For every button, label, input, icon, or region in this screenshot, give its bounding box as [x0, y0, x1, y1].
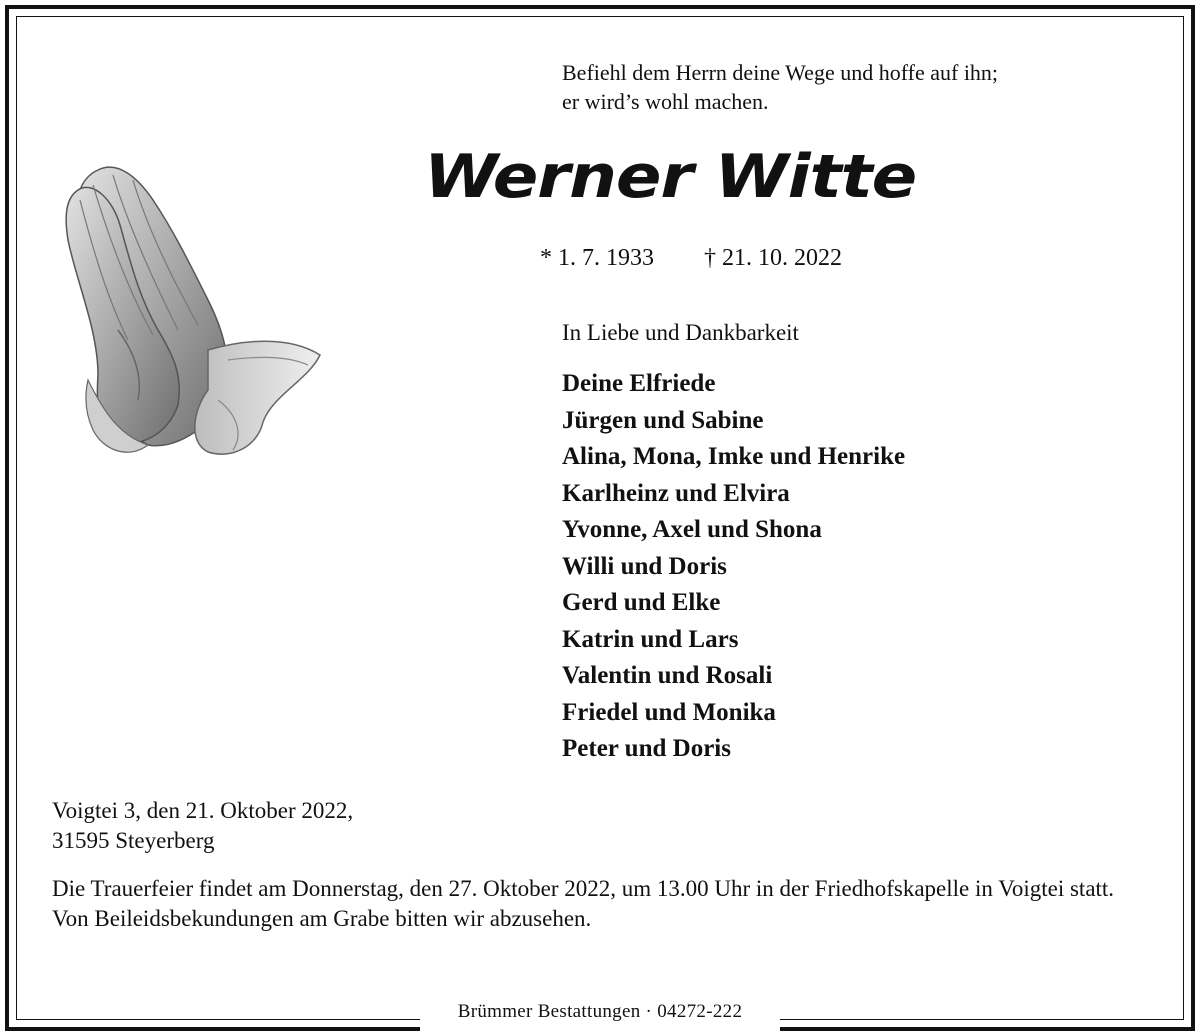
dedication: In Liebe und Dankbarkeit: [562, 320, 799, 345]
deceased-name: Werner Witte: [424, 142, 917, 212]
death-date: † 21. 10. 2022: [704, 245, 842, 271]
address-block: [52, 796, 353, 856]
mourner-item: Friedel und Monika: [562, 698, 776, 726]
funeral-info-line-2: Von Beileidsbekundungen am Grabe bitten wir abzusehen.: [52, 906, 592, 931]
address-line-1: Voigtei 3, den 21. Oktober 2022,: [52, 798, 354, 823]
bible-verse-line-2: er wird’s wohl machen.: [562, 89, 769, 114]
bible-verse-line-1: Befiehl dem Herrn deine Wege und hoffe auf ihn;: [562, 60, 999, 85]
funeral-info: [52, 874, 1162, 934]
mourner-item: Gerd und Elke: [562, 589, 721, 616]
mourner-item: Alina, Mona, Imke und Henrike: [562, 443, 906, 470]
funeral-home-footer: Brümmer Bestattungen · 04272-222: [457, 1001, 743, 1022]
mourners-list: [562, 366, 905, 768]
address-line-2: 31595 Steyerberg: [52, 828, 215, 853]
mourner-item: Jürgen und Sabine: [562, 406, 764, 434]
funeral-info-line-1: Die Trauerfeier findet am Donnerstag, den 27. Oktober 2022, um 13.00 Uhr in der Friedhofskapelle in Voigtei statt.: [52, 876, 1115, 901]
praying-hands-icon: [58, 160, 328, 480]
mourner-item: Karlheinz und Elvira: [562, 479, 790, 507]
mourner-item: Peter und Doris: [562, 735, 731, 762]
birth-date: * 1. 7. 1933: [540, 245, 654, 271]
mourner-item: Deine Elfriede: [562, 370, 716, 397]
mourner-item: Willi und Doris: [562, 552, 727, 580]
life-dates: [540, 245, 842, 272]
mourner-item: Katrin und Lars: [562, 625, 739, 653]
mourner-item: Yvonne, Axel und Shona: [562, 516, 822, 543]
mourner-item: Valentin und Rosali: [562, 662, 773, 689]
bible-verse: [562, 58, 998, 116]
